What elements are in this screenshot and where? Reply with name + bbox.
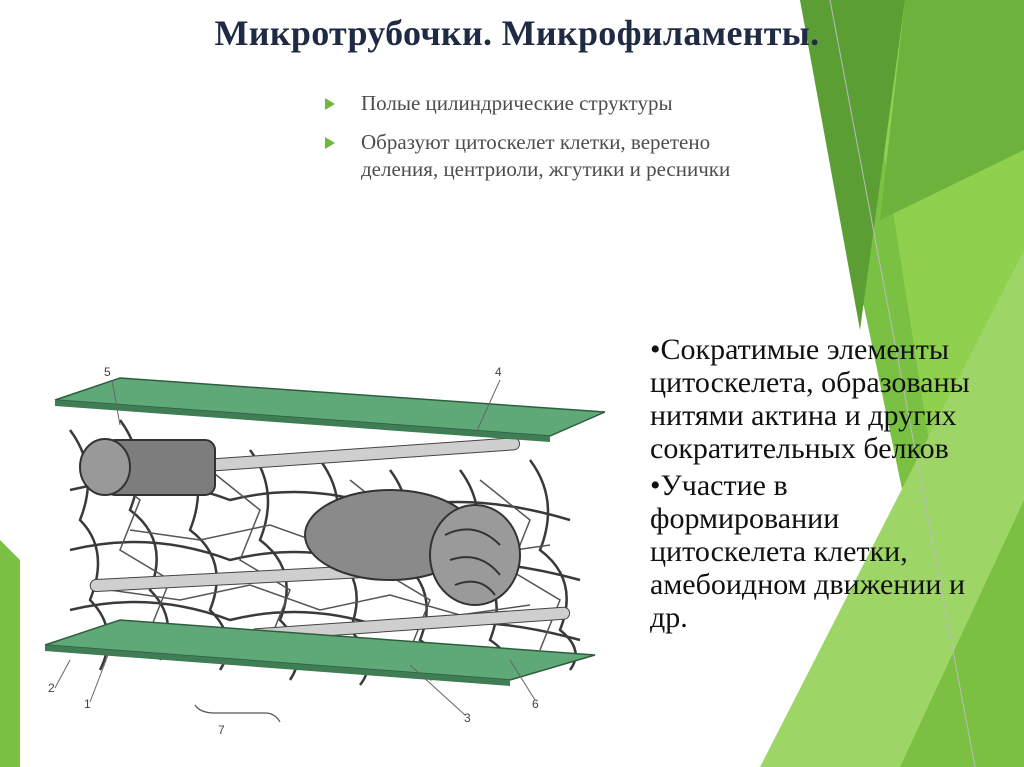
bullet-text: Образуют цитоскелет клетки, веретено деления, центриоли, жгутики и реснички	[361, 130, 731, 181]
bullet-text: Полые цилиндрические структуры	[361, 91, 673, 115]
figure-label: 6	[532, 697, 539, 711]
figure-label: 3	[464, 711, 471, 725]
bullet-arrow-icon	[325, 137, 335, 149]
figure-label: 7	[218, 723, 225, 737]
bullet-arrow-icon	[325, 98, 335, 110]
mitochondrion	[305, 490, 520, 605]
list-item	[325, 129, 745, 183]
figure-label: 4	[495, 365, 502, 379]
figure-label: 5	[104, 365, 111, 379]
list-item	[325, 90, 745, 117]
figure-label: 2	[48, 681, 55, 695]
top-bullet-list	[325, 90, 745, 195]
page-title: Микротрубочки. Микрофиламенты.	[214, 13, 820, 53]
cytoskeleton-illustration	[30, 350, 630, 750]
figure-label: 1	[84, 697, 91, 711]
cylinder-organelle	[80, 439, 215, 495]
right-bullet-list	[650, 333, 980, 638]
list-item: •Участие в формировании цитоскелета клетки, амебоидном движении и др.	[650, 469, 966, 634]
list-item: •Сократимые элементы цитоскелета, образованы нитями актина и других сократительных белков	[650, 333, 970, 465]
